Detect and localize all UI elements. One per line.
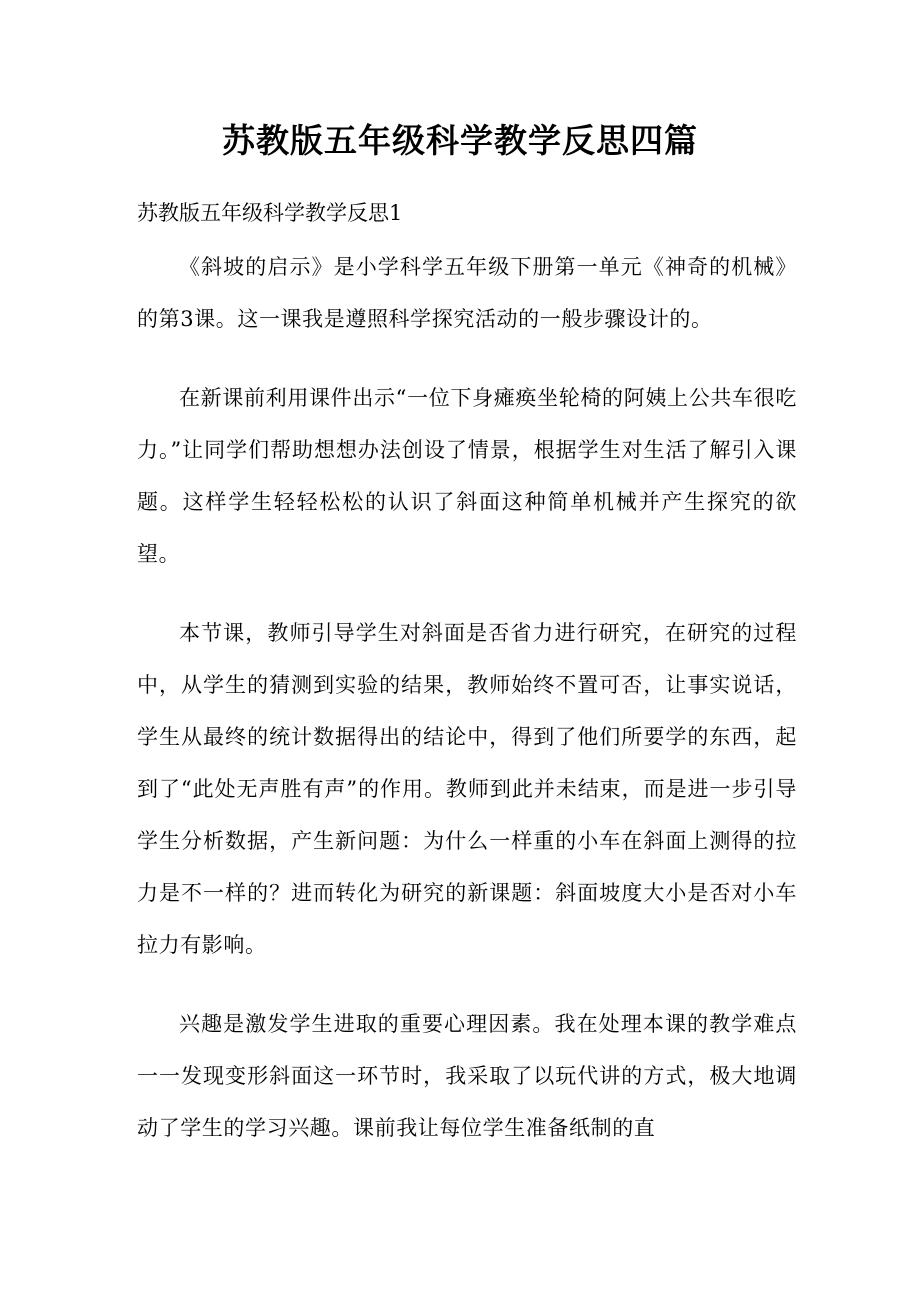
section-heading: 苏教版五年级科学教学反思1 <box>137 201 403 225</box>
document-body <box>137 241 797 1181</box>
document-title: 苏教版五年级科学教学反思四篇 <box>222 121 698 160</box>
paragraph-2: 在新课前利用课件出示“一位下身瘫痪坐轮椅的阿姨上公共车很吃力。”让同学们帮助想想办法创设了情景，根据学生对生活了解引入课题。这样学生轻轻松松的认识了斜面这种简单机械并产生探究的欲望。 <box>137 386 797 566</box>
paragraph-1: 《斜坡的启示》是小学科学五年级下册第一单元《神奇的机械》的第3课。这一课我是遵照科学探究活动的一般步骤设计的。 <box>137 255 797 331</box>
paragraph-4: 兴趣是激发学生进取的重要心理因素。我在处理本课的教学难点一一发现变形斜面这一环节时，我采取了以玩代讲的方式，极大地调动了学生的学习兴趣。课前我让每位学生准备纸制的直 <box>137 1012 797 1140</box>
paragraph-3: 本节课，教师引导学生对斜面是否省力进行研究，在研究的过程中，从学生的猜测到实验的结果，教师始终不置可否，让事实说话，学生从最终的统计数据得出的结论中，得到了他们所要学的东西，起到了“此处无声胜有声”的作用。教师到此并未结束，而是进一步引导学生分析数据，产生新问题：为什么一样重的小车在斜面上测得的拉力是不一样的？进而转化为研究的新课题：斜面坡度大小是否对小车拉力有影响。 <box>137 621 797 957</box>
